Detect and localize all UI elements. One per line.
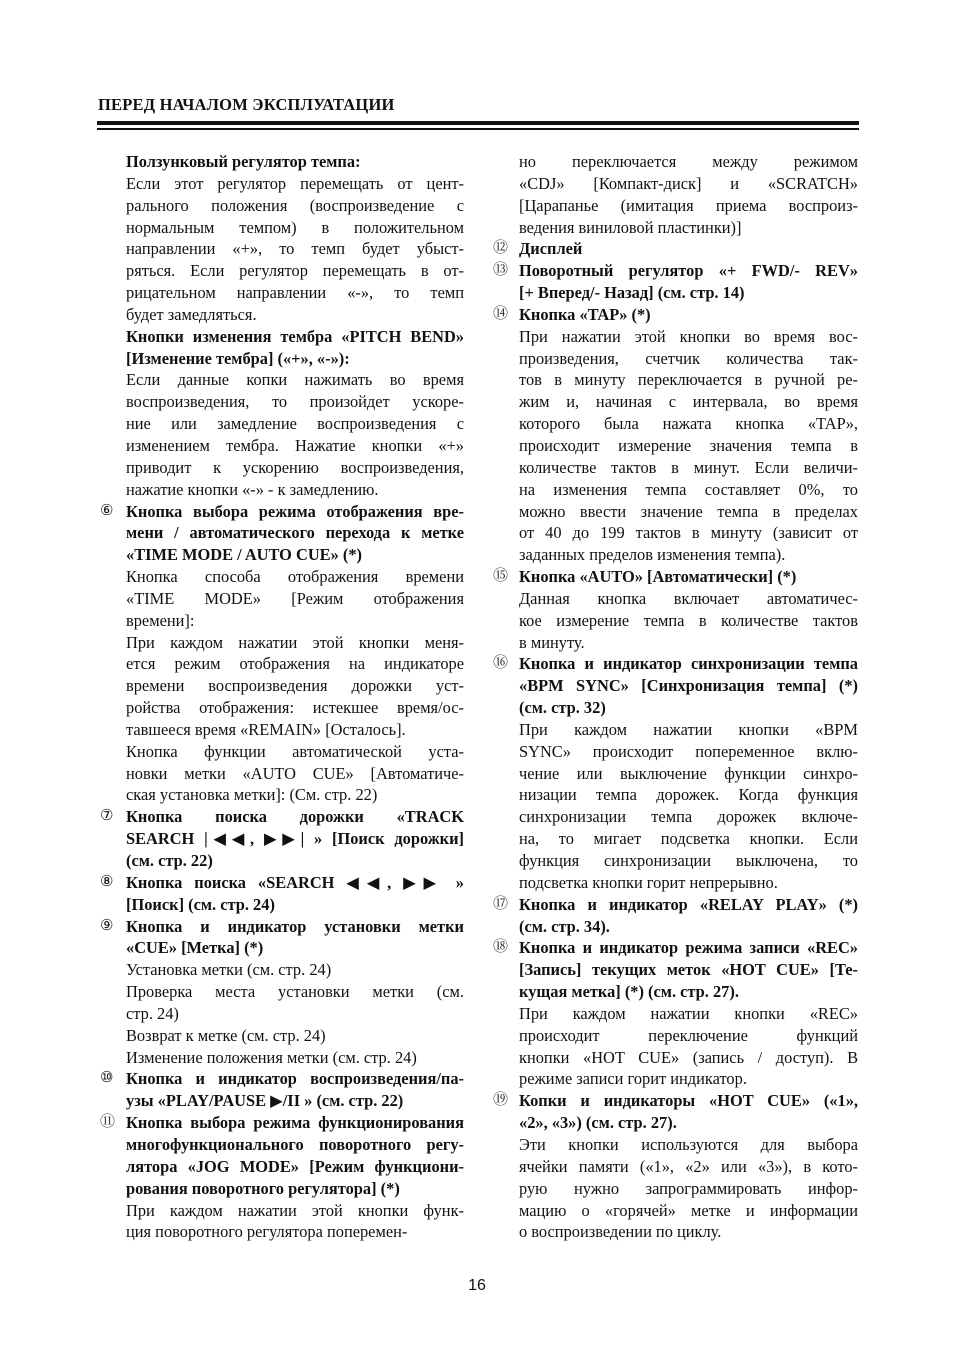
section-hot-cue-buttons (493, 1090, 858, 1243)
item-number: ⑲ (493, 1092, 509, 1109)
section-cue (100, 916, 464, 1069)
section-heading-line: Кнопка поиска «SEARCH ◀◀, ▶▶ » (126, 872, 464, 892)
section-heading-line: Ползунковый регулятор темпа: (126, 152, 361, 171)
section-heading-line: «TIME MODE / AUTO CUE» (*) (126, 545, 363, 565)
section-tempo-slider (100, 151, 464, 326)
body-text-line: ние или замедление воспроизведения с (126, 414, 464, 434)
item-number: ⑬ (493, 262, 509, 279)
item-number: ⑪ (100, 1114, 116, 1131)
body-text-line: времени воспроизведения дорожки уст- (126, 676, 464, 696)
section-rec-hot-cue (493, 937, 858, 1090)
body-text-line: заданных пределов изменения темпа). (519, 545, 786, 565)
body-text-line: времени]: (126, 610, 195, 630)
body-text-line: на, то мигает подсветка кнопки. Если (519, 829, 858, 849)
section-heading-line: Кнопка и индикатор синхронизации темпа (519, 654, 858, 674)
header-rule-thick (97, 121, 859, 125)
item-number: ⑫ (493, 240, 509, 257)
body-text-line: синхронизации темпа дорожек включе- (519, 807, 858, 827)
item-number: ⑰ (493, 895, 509, 912)
section-heading-line: Копки и индикаторы «HOT CUE» («1», (519, 1091, 858, 1111)
body-text-line: воспроизведения, то произойдет ускоре- (126, 392, 464, 412)
body-text-line: чение или выключение функции синхро- (519, 763, 858, 783)
body-text-line: тавшееся время «REMAIN» [Осталось]. (126, 719, 406, 739)
body-text-line: Если этот регулятор перемещать от цент- (126, 173, 464, 193)
body-text-line: функция синхронизации выключена, то (519, 851, 858, 870)
item-number: ⑮ (493, 568, 509, 585)
section-search (100, 872, 464, 916)
section-auto (493, 566, 858, 653)
body-text-line: SYNC» происходит попеременное вклю- (519, 741, 858, 761)
item-number: ⑥ (100, 502, 114, 519)
body-text-line: приводит к ускорению воспроизведения, (126, 457, 464, 477)
section-pitch-bend (100, 326, 464, 501)
body-text-line: Возврат к метке (см. стр. 24) (126, 1025, 326, 1045)
body-text-line: направлении «+», то темп будет убыст- (126, 239, 464, 259)
section-heading-line: (см. стр. 22) (126, 851, 213, 870)
body-text-line: жим и, начиная с интервала, во время (519, 392, 858, 412)
item-number: ⑭ (493, 305, 509, 322)
body-text-line: низации темпа дорожек. Когда функция (519, 785, 858, 805)
body-text-line: ция поворотного регулятора поперемен- (126, 1222, 408, 1242)
left-column (100, 151, 464, 1243)
section-heading-line: «BPM SYNC» [Синхронизация темпа] (*) (519, 676, 858, 696)
section-heading-line: многофункционального поворотного регу- (126, 1134, 464, 1154)
body-text-line: ется режим отображения на индикаторе (126, 654, 464, 674)
item-number: ⑱ (493, 939, 509, 956)
body-text-line: рую нужно запрограммировать инфор- (519, 1178, 858, 1198)
section-heading-line: рования поворотного регулятора] (*) (126, 1178, 400, 1198)
body-text-line: стр. 24) (126, 1003, 179, 1023)
section-track-search (100, 806, 464, 872)
body-text-line: «TIME MODE» [Режим отображения (126, 588, 464, 608)
section-bpm-sync (493, 653, 858, 893)
section-relay-play (493, 894, 858, 938)
body-text-line: Установка метки (см. стр. 24) (126, 960, 332, 980)
body-text-line: При каждом нажатии этой кнопки меня- (126, 632, 464, 652)
body-text-line: будет замедляться. (126, 304, 257, 324)
section-heading-line: (см. стр. 34). (519, 916, 610, 936)
body-text-line: нажатие кнопки «-» - к замедлению. (126, 479, 379, 499)
body-text-line: на изменения темпа составляет 0%, то (519, 479, 858, 499)
section-heading-line: [Поиск] (см. стр. 24) (126, 894, 275, 914)
item-number: ⑩ (100, 1070, 114, 1087)
body-text-line: нормальным темпом) в положительном (126, 217, 464, 237)
section-heading-line: узы «PLAY/PAUSE ▶/II » (см. стр. 22) (126, 1091, 404, 1111)
section-heading-line: Дисплей (519, 239, 583, 259)
body-text-line: ряться. Если регулятор перемещать в от- (126, 261, 464, 281)
body-text-line: При нажатии этой кнопки во время вос- (519, 326, 858, 346)
body-text-line: мацию о «горячей» метке и информации (519, 1200, 858, 1220)
body-text-line: которого была нажата кнопка «TAP», (519, 414, 858, 434)
body-text-line: режиме записи горит индикатор. (519, 1069, 747, 1089)
section-heading-line: Кнопка и индикатор воспроизведения/па- (126, 1069, 464, 1089)
body-text-line: Кнопка способа отображения времени (126, 567, 464, 587)
section-heading-line: лятора «JOG MODE» [Режим функциони- (126, 1156, 464, 1176)
body-text-line: о воспроизведении по циклу. (519, 1222, 722, 1242)
body-text-line: Изменение положения метки (см. стр. 24) (126, 1047, 417, 1067)
section-heading-line: Кнопка выбора режима отображения вре- (126, 501, 464, 521)
body-text-line: Если данные копки нажимать во время (126, 370, 464, 390)
body-text-line: кое измерение темпа в количестве тактов (519, 610, 858, 630)
section-heading-line: кущая метка] (*) (см. стр. 27). (519, 982, 739, 1002)
body-text-line: Эти кнопки используются для выбора (519, 1134, 858, 1154)
section-heading-line: (см. стр. 32) (519, 698, 606, 718)
section-heading-line: SEARCH |◀◀, ▶▶| » [Поиск дорожки] (126, 829, 464, 849)
body-text-line: Проверка места установки метки (см. (126, 982, 464, 1002)
section-jog-dial (493, 260, 858, 304)
body-text-line: кнопки «HOT CUE» (запись / доступ). В (519, 1047, 858, 1067)
body-text-line: При каждом нажатии кнопки «REC» (519, 1003, 858, 1023)
page-number: 16 (468, 1277, 486, 1294)
section-heading-line: Кнопка и индикатор установки метки (126, 916, 464, 936)
body-text-line: [Царапанье (имитация приема воспроиз- (519, 195, 858, 215)
section-heading-line: Кнопка поиска дорожки «TRACK (126, 807, 464, 827)
section-heading-line: Кнопка и индикатор режима записи «REC» (519, 938, 858, 958)
section-heading-line: мени / автоматического перехода к метке (126, 523, 464, 543)
body-text-line: от 40 до 199 тактов в минуту (зависит от (519, 523, 858, 543)
body-text-line: произведения, счетчик количества так- (519, 348, 858, 368)
section-tap (493, 304, 858, 566)
section-display (493, 238, 858, 260)
body-text-line: Кнопка функции автоматической уста- (126, 741, 464, 761)
section-heading-line: Кнопка «TAP» (*) (519, 304, 651, 324)
section-heading-line: Кнопка выбора режима функционирования (126, 1113, 464, 1133)
section-heading-line: Кнопки изменения тембра «PITCH BEND» (126, 326, 464, 346)
item-number: ⑨ (100, 917, 114, 934)
body-text-line: «CDJ» [Компакт-диск] и «SCRATCH» (519, 173, 858, 193)
body-text-line: ячейки памяти («1», «2» или «3»), в кото- (519, 1156, 858, 1176)
body-text-line: изменением тембра. Нажатие кнопки «+» (126, 435, 464, 455)
section-heading-line: [Запись] текущих меток «HOT CUE» [Те- (519, 960, 858, 980)
section-heading-line: Кнопка «AUTO» [Автоматически] (*) (519, 567, 797, 587)
section-jog-mode (100, 1112, 464, 1243)
section-heading-line: «CUE» [Метка] (*) (126, 938, 264, 958)
body-text-line: но переключается между режимом (519, 152, 858, 171)
right-column (493, 151, 858, 1243)
section-heading-line: Поворотный регулятор «+ FWD/- REV» (519, 261, 858, 281)
item-number: ⑯ (493, 655, 509, 672)
body-text-line: ведения виниловой пластинки)] (519, 217, 742, 237)
body-text-line: Данная кнопка включает автоматичес- (519, 588, 858, 608)
body-text-line: можно ввести значение темпа в пределах (519, 501, 858, 521)
body-text-line: рального положения (воспроизведение с (126, 195, 464, 215)
body-text-line: подсветка кнопки горит непрерывно. (519, 872, 778, 892)
item-number: ⑦ (100, 808, 114, 825)
body-text-line: происходит переключение функций (519, 1025, 858, 1045)
section-heading-line: Кнопка и индикатор «RELAY PLAY» (*) (519, 894, 858, 914)
section-time-mode (100, 501, 464, 807)
body-text-line: новки метки «AUTO CUE» [Автоматиче- (126, 763, 464, 783)
section-heading-line: «2», «3») (см. стр. 27). (519, 1113, 677, 1133)
item-number: ⑧ (100, 873, 114, 890)
body-text-line: тов в минуту переключается в ручной ре- (519, 370, 858, 390)
section-jog-mode-continued (493, 151, 858, 238)
body-text-line: рицательном направлении «-», то темп (126, 283, 464, 303)
section-heading-line: [Изменение тембра] («+», «-»): (126, 348, 350, 368)
body-text-line: ройства отображения: истекшее время/ос- (126, 698, 464, 718)
body-text-line: происходит измерение значения темпа в (519, 435, 858, 455)
page-header-title: ПЕРЕД НАЧАЛОМ ЭКСПЛУАТАЦИИ (98, 95, 395, 114)
body-text-line: При каждом нажатии кнопки «BPM (519, 719, 858, 739)
section-play-pause (100, 1068, 464, 1112)
body-text-line: ская установка метки]: (См. стр. 22) (126, 785, 378, 805)
section-heading-line: [+ Вперед/- Назад] (см. стр. 14) (519, 283, 745, 303)
header-rule-thin (97, 128, 859, 130)
body-text-line: При каждом нажатии этой кнопки функ- (126, 1200, 464, 1220)
body-text-line: количестве тактов в минут. Если величи- (519, 457, 858, 477)
body-text-line: в минуту. (519, 632, 585, 652)
